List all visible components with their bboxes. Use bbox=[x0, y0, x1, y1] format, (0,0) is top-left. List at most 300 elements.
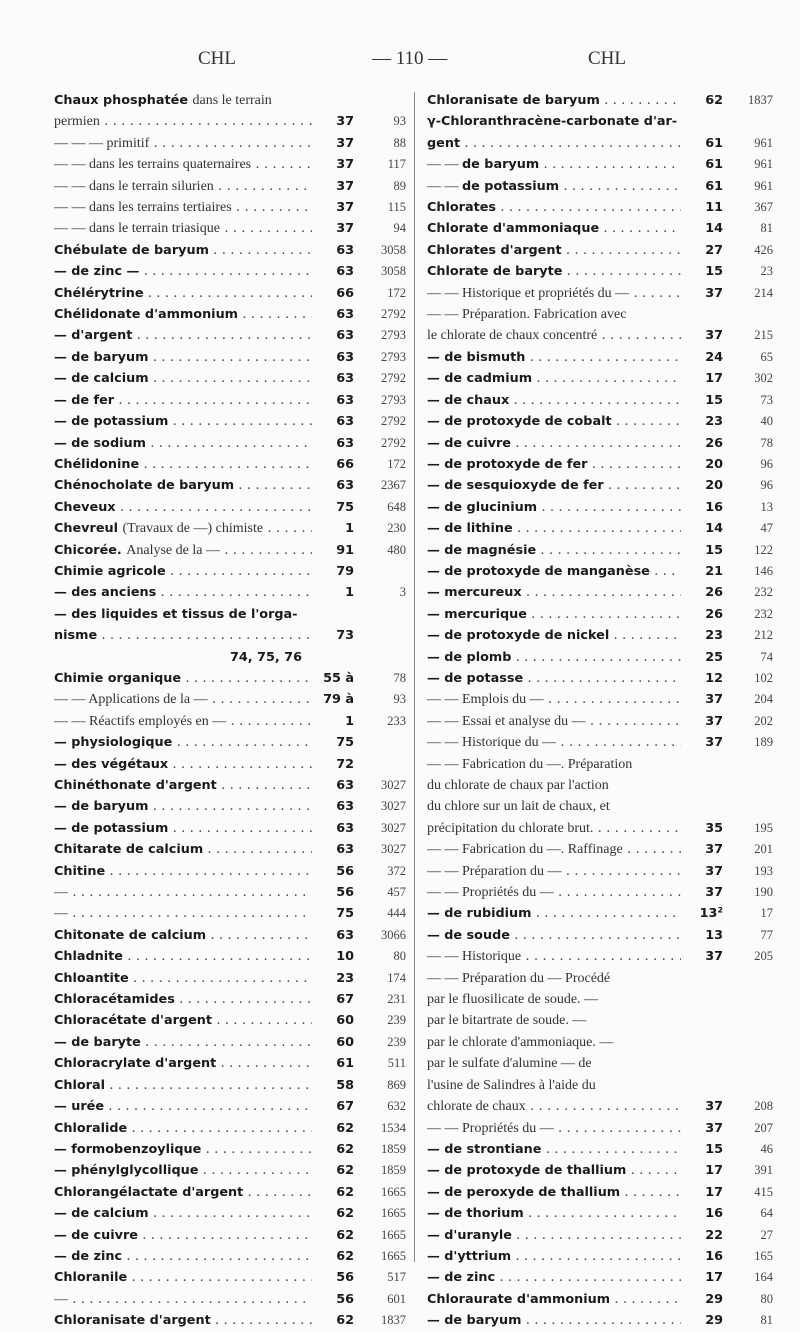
entry-term bbox=[427, 839, 681, 860]
entry-term bbox=[427, 1310, 681, 1331]
entry-volume: 66 bbox=[336, 285, 354, 301]
entry-volume: 37 bbox=[705, 713, 723, 729]
index-entry bbox=[54, 839, 406, 860]
entry-volume: 15 bbox=[705, 264, 723, 280]
index-entry bbox=[54, 218, 406, 239]
header-right-keyword: CHL bbox=[588, 48, 626, 69]
entry-term bbox=[427, 475, 681, 496]
entry-term-text: — — dans les terrains tertiaires bbox=[54, 200, 232, 216]
entry-volume: 26 bbox=[705, 585, 723, 601]
entry-page: 89 bbox=[393, 178, 406, 193]
entry-page: 372 bbox=[387, 863, 406, 878]
entry-volume: 60 bbox=[336, 1034, 354, 1050]
entry-term-bold: — de glucinium bbox=[427, 499, 538, 515]
entry-page: 391 bbox=[754, 1163, 773, 1178]
entry-term bbox=[427, 647, 681, 668]
entry-term-text: — — dans les terrains quaternaires bbox=[54, 157, 252, 173]
index-entry bbox=[54, 925, 406, 946]
entry-term-text: — — Emplois du — bbox=[427, 692, 544, 708]
index-entry bbox=[54, 903, 406, 924]
entry-term-text: — — bbox=[427, 178, 462, 194]
entry-term bbox=[54, 989, 312, 1010]
entry-term bbox=[427, 283, 681, 304]
entry-volume: 1 bbox=[345, 585, 354, 601]
entry-term bbox=[427, 625, 681, 646]
entry-volume: 79 bbox=[336, 563, 354, 579]
index-entry bbox=[427, 540, 773, 561]
entry-volume: 75 bbox=[336, 735, 354, 751]
entry-volume: 17 bbox=[705, 371, 723, 387]
entry-volume: 37 bbox=[705, 842, 723, 858]
entry-volume: 11 bbox=[705, 200, 723, 216]
entry-page: 78 bbox=[393, 670, 406, 685]
index-entry bbox=[54, 989, 406, 1010]
entry-term-bold: Chimie organique bbox=[54, 670, 182, 686]
entry-term bbox=[54, 625, 312, 646]
entry-volume: 37 bbox=[705, 885, 723, 901]
entry-term-text: — — Réactifs employés en — bbox=[54, 713, 227, 729]
index-entry bbox=[427, 561, 773, 582]
entry-term-bold: — de fer bbox=[54, 392, 115, 408]
entry-volume: 63 bbox=[336, 307, 354, 323]
entry-page: 3 bbox=[399, 585, 406, 600]
index-entry bbox=[427, 518, 773, 539]
entry-term bbox=[427, 133, 681, 154]
entry-page: 367 bbox=[754, 200, 773, 215]
entry-term bbox=[427, 668, 681, 689]
entry-term-bold: — de potassium bbox=[54, 414, 169, 430]
entry-page: 239 bbox=[387, 1013, 406, 1028]
entry-volume: 1 bbox=[345, 521, 354, 537]
entry-term bbox=[54, 604, 312, 625]
entry-page: 172 bbox=[387, 285, 406, 300]
entry-term-bold: — d'uranyle bbox=[427, 1227, 512, 1243]
entry-term-bold: Chloralide bbox=[54, 1120, 128, 1136]
entry-page: 1665 bbox=[381, 1184, 406, 1199]
index-entry bbox=[54, 604, 406, 625]
entry-volume: 26 bbox=[705, 606, 723, 622]
entry-term-bold: — de magnésie bbox=[427, 542, 537, 558]
entry-term bbox=[427, 1010, 681, 1031]
entry-term-text: par le bitartrate de soude. — bbox=[427, 1013, 587, 1029]
entry-page: 65 bbox=[760, 349, 773, 364]
entry-page: 80 bbox=[393, 949, 406, 964]
entry-term-text: — — Préparation du — Procédé bbox=[427, 970, 611, 986]
entry-volume: 17 bbox=[705, 1163, 723, 1179]
entry-page: 46 bbox=[760, 1141, 773, 1156]
entry-term-bold: — des végétaux bbox=[54, 756, 169, 772]
entry-term-text: — — Fabrication du —. Raffinage bbox=[427, 842, 623, 858]
entry-page: 81 bbox=[760, 1313, 773, 1328]
entry-term bbox=[54, 861, 312, 882]
entry-page: 195 bbox=[754, 820, 773, 835]
entry-term-bold: Chloral bbox=[54, 1077, 106, 1093]
index-entry bbox=[54, 668, 406, 689]
entry-term-text: le chlorate de chaux concentré bbox=[427, 328, 598, 344]
entry-term-bold: — mercureux bbox=[427, 585, 522, 601]
index-entry bbox=[54, 518, 406, 539]
entry-page: 3066 bbox=[381, 927, 406, 942]
entry-volume: 63 bbox=[336, 778, 354, 793]
entry-page: 1859 bbox=[381, 1163, 406, 1178]
entry-term bbox=[54, 1053, 312, 1074]
entry-term bbox=[54, 111, 312, 132]
entry-term-bold: Chitarate de calcium bbox=[54, 842, 204, 858]
index-entry bbox=[427, 1225, 773, 1246]
entry-term bbox=[427, 304, 681, 325]
entry-volume: 56 bbox=[336, 1291, 354, 1307]
entry-page: 2367 bbox=[381, 478, 406, 493]
entry-term bbox=[427, 946, 681, 967]
entry-term-bold: Chaux phosphatée bbox=[54, 93, 193, 108]
entry-term-text: — — Historique du — bbox=[427, 735, 557, 751]
index-entry bbox=[427, 1053, 773, 1074]
entry-term-text: — — Essai et analyse du — bbox=[427, 713, 586, 729]
entry-page: 1837 bbox=[381, 1313, 406, 1328]
entry-term-bold: Chélérytrine bbox=[54, 285, 144, 301]
index-entry bbox=[54, 754, 406, 775]
entry-term-bold: — de rubidium bbox=[427, 906, 532, 922]
entry-term-bold: Chloracétate d'argent bbox=[54, 1013, 212, 1029]
entry-term bbox=[54, 133, 312, 154]
entry-volume: 62 bbox=[336, 1313, 354, 1329]
entry-term-bold: — de plomb bbox=[427, 649, 512, 665]
entry-term bbox=[427, 604, 681, 625]
entry-page: 102 bbox=[754, 670, 773, 685]
index-entry bbox=[427, 1289, 773, 1310]
index-entry bbox=[54, 325, 406, 346]
index-entry bbox=[427, 625, 773, 646]
entry-term bbox=[54, 732, 312, 753]
entry-term bbox=[427, 240, 681, 261]
entry-page: 81 bbox=[760, 221, 773, 236]
entry-volume: 56 bbox=[336, 1270, 354, 1286]
entry-volume: 35 bbox=[705, 820, 723, 836]
index-entry bbox=[427, 1203, 773, 1224]
entry-term-bold: — des liquides et tissus de l'orga- bbox=[54, 606, 298, 622]
page-number: — 110 — bbox=[372, 48, 448, 69]
entry-volume: 12 bbox=[705, 670, 723, 686]
entry-volume: 63 bbox=[336, 842, 354, 858]
entry-page: 1534 bbox=[381, 1120, 406, 1135]
entry-term-bold: — de cadmium bbox=[427, 371, 533, 387]
index-entry bbox=[54, 732, 406, 753]
entry-term bbox=[427, 903, 681, 924]
entry-term-bold: — de baryum bbox=[54, 349, 149, 365]
entry-page: 117 bbox=[387, 157, 406, 172]
entry-term-bold: de baryum bbox=[462, 157, 540, 173]
entry-volume: 16 bbox=[705, 1248, 723, 1264]
entry-term bbox=[54, 240, 312, 261]
index-entry bbox=[54, 1203, 406, 1224]
entry-term-bold: — de protoxyde de manganèse bbox=[427, 563, 650, 579]
entry-page: 3027 bbox=[381, 820, 406, 835]
entry-volume: 37 bbox=[336, 114, 354, 130]
index-entry bbox=[427, 454, 773, 475]
index-entry bbox=[54, 390, 406, 411]
entry-volume: 79 à bbox=[323, 692, 354, 708]
entry-term-bold: — de soude bbox=[427, 927, 510, 943]
entry-volume: 67 bbox=[336, 1099, 354, 1115]
entry-volume: 72 bbox=[336, 756, 354, 772]
entry-term bbox=[54, 1246, 312, 1267]
entry-term bbox=[427, 1032, 681, 1053]
entry-volume: 16 bbox=[705, 499, 723, 515]
entry-page: 233 bbox=[387, 713, 406, 728]
entry-term bbox=[54, 711, 312, 732]
entry-term-bold: — de cuivre bbox=[427, 435, 511, 451]
entry-page: 426 bbox=[754, 242, 773, 257]
entry-term-text: du chlorate de chaux par l'action bbox=[427, 778, 609, 793]
entry-term bbox=[427, 882, 681, 903]
entry-volume: 25 bbox=[705, 649, 723, 665]
index-entry bbox=[54, 1032, 406, 1053]
index-entry bbox=[54, 1246, 406, 1267]
index-entry bbox=[427, 261, 773, 282]
entry-page: 415 bbox=[754, 1184, 773, 1199]
entry-term bbox=[54, 818, 312, 839]
entry-volume: 55 à bbox=[323, 670, 354, 686]
entry-page: 193 bbox=[754, 863, 773, 878]
entry-page: 23 bbox=[760, 264, 773, 279]
entry-volume: 62 bbox=[336, 1206, 354, 1222]
entry-term bbox=[427, 261, 681, 282]
entry-term-bold: Chicorée. bbox=[54, 542, 127, 558]
entry-term bbox=[427, 1203, 681, 1224]
entry-term-bold: 74, 75, 76 bbox=[229, 649, 302, 665]
entry-term-bold: — de baryte bbox=[54, 1034, 141, 1050]
index-entry bbox=[427, 111, 773, 132]
entry-page: 457 bbox=[387, 885, 406, 900]
entry-volume: 37 bbox=[336, 135, 354, 151]
entry-page: 648 bbox=[387, 499, 406, 514]
entry-volume: 73 bbox=[336, 628, 354, 644]
entry-volume: 23 bbox=[705, 414, 723, 430]
entry-page: 115 bbox=[387, 200, 406, 215]
entry-page: 214 bbox=[754, 285, 773, 300]
entry-volume: 17 bbox=[705, 1184, 723, 1200]
entry-term-text: — — Applications de la — bbox=[54, 692, 208, 708]
entry-term bbox=[54, 368, 312, 389]
entry-term-text: — — Fabrication du —. Préparation bbox=[427, 756, 633, 772]
entry-volume: 63 bbox=[336, 927, 354, 943]
index-entry bbox=[54, 625, 406, 646]
index-entry bbox=[54, 347, 406, 368]
entry-page: 207 bbox=[754, 1120, 773, 1135]
entry-term-text: — — dans le terrain silurien bbox=[54, 178, 214, 194]
index-entry bbox=[54, 1160, 406, 1181]
entry-term-text: du chlore sur un lait de chaux, et bbox=[427, 799, 610, 815]
entry-page: 204 bbox=[754, 692, 773, 707]
entry-term bbox=[54, 1203, 312, 1224]
entry-page: 13 bbox=[760, 499, 773, 514]
entry-page: 164 bbox=[754, 1270, 773, 1285]
entry-term-bold: — de protoxyde de thallium bbox=[427, 1163, 627, 1179]
entry-page: 231 bbox=[387, 992, 406, 1007]
entry-term-bold: Chloranile bbox=[54, 1270, 128, 1286]
index-entry bbox=[54, 454, 406, 475]
entry-term bbox=[427, 197, 681, 218]
entry-page: 94 bbox=[393, 221, 406, 236]
entry-term-text: par le sulfate d'alumine — de bbox=[427, 1056, 592, 1072]
entry-term bbox=[427, 111, 681, 132]
entry-page: 80 bbox=[760, 1291, 773, 1306]
entry-term bbox=[54, 1182, 312, 1203]
entry-page: 3027 bbox=[381, 799, 406, 814]
entry-page: 96 bbox=[760, 456, 773, 471]
entry-term bbox=[427, 454, 681, 475]
index-entry bbox=[427, 218, 773, 239]
index-entry bbox=[54, 1225, 406, 1246]
entry-volume: 62 bbox=[336, 1227, 354, 1243]
index-entry bbox=[54, 433, 406, 454]
entry-volume: 23 bbox=[705, 628, 723, 644]
entry-term-text: permien bbox=[54, 114, 100, 130]
entry-term-bold: de potassium bbox=[462, 178, 560, 194]
entry-term-bold: Chlorates bbox=[427, 200, 497, 216]
entry-term bbox=[54, 1032, 312, 1053]
index-entry bbox=[54, 689, 406, 710]
entry-volume: 14 bbox=[705, 221, 723, 237]
right-index-column bbox=[427, 90, 773, 1332]
entry-term-text: — — Propriétés du — bbox=[427, 1120, 554, 1136]
entry-volume: 23 bbox=[336, 970, 354, 986]
entry-term bbox=[54, 1310, 312, 1331]
entry-term bbox=[54, 176, 312, 197]
entry-term-text: — — Historique et propriétés du — bbox=[427, 285, 630, 301]
entry-term bbox=[427, 861, 681, 882]
entry-term-bold: — d'yttrium bbox=[427, 1248, 512, 1264]
entry-term bbox=[427, 561, 681, 582]
entry-page: 511 bbox=[387, 1056, 406, 1071]
index-entry bbox=[427, 1118, 773, 1139]
entry-volume: 63 bbox=[336, 799, 354, 815]
entry-term bbox=[54, 582, 312, 603]
entry-page: 78 bbox=[760, 435, 773, 450]
entry-term bbox=[54, 518, 312, 539]
index-entry bbox=[427, 989, 773, 1010]
entry-term-bold: Chélidonine bbox=[54, 456, 140, 472]
entry-term-text: — — Propriétés du — bbox=[427, 885, 554, 901]
entry-term-bold: Chloantite bbox=[54, 970, 129, 986]
entry-page: 230 bbox=[387, 521, 406, 536]
entry-term-text: Analyse de la — bbox=[126, 542, 220, 558]
index-entry bbox=[427, 240, 773, 261]
entry-term bbox=[427, 347, 681, 368]
index-entry bbox=[427, 839, 773, 860]
entry-term bbox=[54, 1118, 312, 1139]
entry-term-bold: — de peroxyde de thallium bbox=[427, 1184, 621, 1200]
entry-term bbox=[427, 1118, 681, 1139]
entry-term-bold: Chitine bbox=[54, 863, 106, 879]
entry-volume: 21 bbox=[705, 563, 723, 579]
index-entry bbox=[54, 176, 406, 197]
entry-volume: 61 bbox=[705, 178, 723, 194]
entry-page: 1665 bbox=[381, 1227, 406, 1242]
entry-page: 3027 bbox=[381, 778, 406, 792]
entry-term bbox=[54, 775, 312, 796]
index-entry bbox=[427, 154, 773, 175]
index-entry bbox=[54, 133, 406, 154]
index-entry bbox=[54, 111, 406, 132]
entry-volume: 29 bbox=[705, 1313, 723, 1329]
index-entry bbox=[427, 1267, 773, 1288]
entry-term bbox=[54, 796, 312, 817]
entry-term-bold: — d'argent bbox=[54, 328, 133, 344]
index-entry bbox=[54, 90, 406, 111]
entry-page: 64 bbox=[760, 1206, 773, 1221]
entry-term bbox=[427, 582, 681, 603]
entry-term bbox=[54, 540, 312, 561]
entry-term bbox=[427, 325, 681, 346]
entry-term bbox=[54, 304, 312, 325]
entry-term-text: — — dans le terrain triasique bbox=[54, 221, 221, 237]
entry-term-text: — bbox=[54, 1291, 68, 1307]
index-entry bbox=[54, 261, 406, 282]
index-entry bbox=[54, 540, 406, 561]
entry-volume: 62 bbox=[336, 1184, 354, 1200]
entry-page: 201 bbox=[754, 842, 773, 857]
entry-term-bold: — de bismuth bbox=[427, 349, 526, 365]
entry-term-bold: — de potasse bbox=[427, 670, 524, 686]
index-entry bbox=[427, 711, 773, 732]
left-index-column bbox=[54, 90, 406, 1332]
entry-volume: 37 bbox=[705, 328, 723, 344]
entry-term bbox=[427, 1267, 681, 1288]
index-entry bbox=[427, 903, 773, 924]
entry-term bbox=[427, 925, 681, 946]
index-entry bbox=[427, 304, 773, 325]
entry-term bbox=[427, 796, 681, 817]
entry-volume: 37 bbox=[336, 157, 354, 173]
index-entry bbox=[427, 754, 773, 775]
entry-term-bold: — de zinc bbox=[54, 1248, 123, 1264]
entry-term-text: — — — primitif bbox=[54, 135, 150, 151]
entry-page: 601 bbox=[387, 1291, 406, 1306]
entry-page: 1665 bbox=[381, 1206, 406, 1221]
entry-term bbox=[427, 689, 681, 710]
entry-term-bold: Chlorangélactate d'argent bbox=[54, 1184, 244, 1200]
entry-term-bold: — de protoxyde de fer bbox=[427, 456, 588, 472]
entry-volume: 63 bbox=[336, 328, 354, 344]
entry-term bbox=[54, 647, 312, 668]
index-entry bbox=[427, 818, 773, 839]
index-entry bbox=[54, 475, 406, 496]
entry-term bbox=[54, 261, 312, 282]
entry-term-text: — — bbox=[427, 157, 462, 173]
entry-volume: 67 bbox=[336, 992, 354, 1008]
entry-page: 2792 bbox=[381, 414, 406, 429]
entry-term bbox=[427, 1289, 681, 1310]
index-entry bbox=[427, 283, 773, 304]
entry-volume: 20 bbox=[705, 456, 723, 472]
entry-term bbox=[427, 497, 681, 518]
entry-page: 239 bbox=[387, 1034, 406, 1049]
entry-page: 215 bbox=[754, 328, 773, 343]
entry-volume: 62 bbox=[336, 1120, 354, 1136]
entry-volume: 26 bbox=[705, 435, 723, 451]
entry-term-bold: Chloracrylate d'argent bbox=[54, 1056, 217, 1072]
entry-page: 174 bbox=[387, 970, 406, 985]
entry-term-bold: Chitonate de calcium bbox=[54, 927, 207, 943]
index-entry bbox=[427, 368, 773, 389]
entry-term bbox=[427, 754, 681, 775]
entry-volume: 37 bbox=[336, 178, 354, 194]
entry-term bbox=[54, 1096, 312, 1117]
index-entry bbox=[427, 796, 773, 817]
entry-volume: 24 bbox=[705, 349, 723, 365]
entry-volume: 13 bbox=[705, 927, 723, 943]
